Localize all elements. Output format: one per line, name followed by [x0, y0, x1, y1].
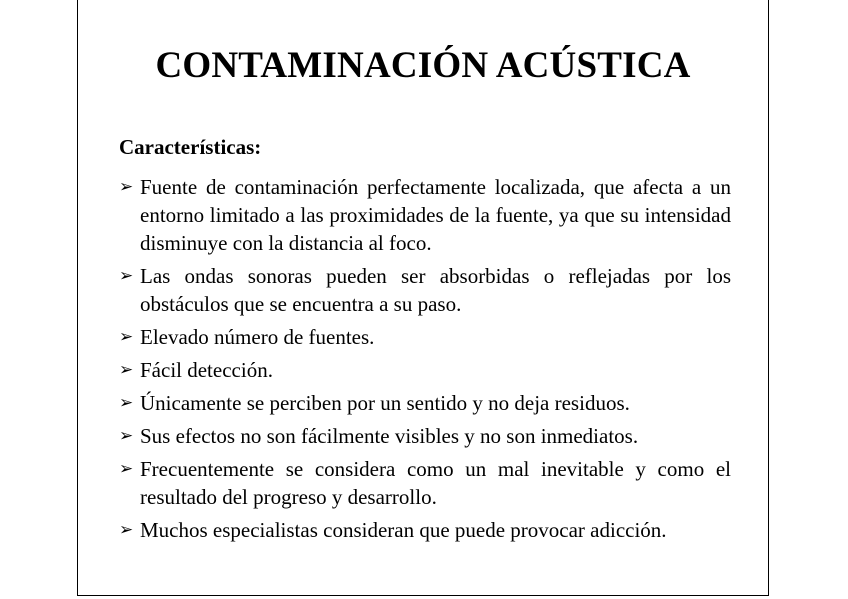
list-item — [119, 356, 731, 384]
list-item — [119, 422, 731, 450]
characteristics-list — [119, 173, 731, 549]
list-item-text: Fuente de contaminación perfectamente localizada, que afecta a un entorno limitado a las proximidades de la fuente, ya que su intensidad disminuye con la distancia al foco. — [140, 175, 731, 255]
slide-page — [77, 0, 769, 596]
list-item — [119, 323, 731, 351]
arrow-bullet-icon: ➢ — [119, 266, 134, 285]
list-item-text: Fácil detección. — [140, 358, 273, 382]
arrow-bullet-icon: ➢ — [119, 520, 134, 539]
arrow-bullet-icon: ➢ — [119, 360, 134, 379]
list-item-text: Únicamente se perciben por un sentido y no deja residuos. — [140, 391, 630, 415]
page-title: CONTAMINACIÓN ACÚSTICA — [155, 45, 691, 86]
list-item-text: Sus efectos no son fácilmente visibles y no son inmediatos. — [140, 424, 639, 448]
list-item — [119, 173, 731, 257]
list-item — [119, 389, 731, 417]
arrow-bullet-icon: ➢ — [119, 327, 134, 346]
list-item — [119, 262, 731, 318]
list-item-text: Muchos especialistas consideran que puede provocar adicción. — [140, 518, 667, 542]
arrow-bullet-icon: ➢ — [119, 393, 134, 412]
list-item-text: Las ondas sonoras pueden ser absorbidas o reflejadas por los obstáculos que se encuentra a su paso. — [140, 264, 731, 316]
arrow-bullet-icon: ➢ — [119, 177, 134, 196]
section-heading: Características: — [119, 135, 262, 159]
list-item-text: Frecuentemente se considera como un mal inevitable y como el resultado del progreso y desarrollo. — [140, 457, 731, 509]
list-item — [119, 516, 731, 544]
list-item-text: Elevado número de fuentes. — [140, 325, 375, 349]
arrow-bullet-icon: ➢ — [119, 459, 134, 478]
list-item — [119, 455, 731, 511]
arrow-bullet-icon: ➢ — [119, 426, 134, 445]
